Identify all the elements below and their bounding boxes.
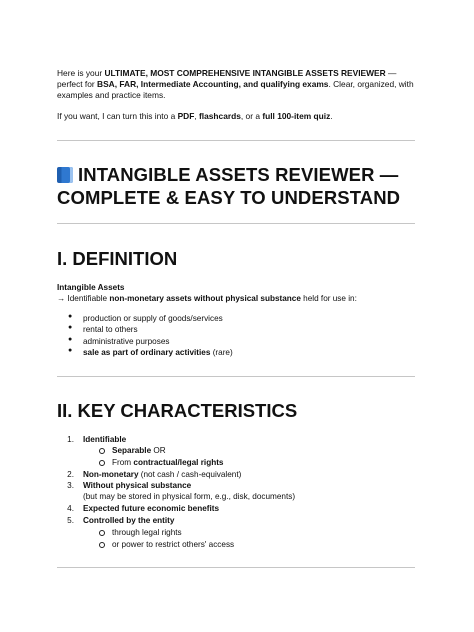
list-item bbox=[83, 480, 191, 491]
offer-pdf: PDF bbox=[177, 111, 195, 121]
list-item bbox=[83, 503, 219, 514]
bullet-icon: ● bbox=[68, 347, 73, 354]
list-item bbox=[83, 515, 174, 526]
divider bbox=[57, 567, 415, 568]
list-item bbox=[83, 469, 241, 480]
section-heading-characteristics: II. KEY CHARACTERISTICS bbox=[57, 400, 298, 421]
offer-flashcards: flashcards bbox=[198, 111, 241, 121]
sub-item-bold: Separable bbox=[112, 446, 152, 455]
offer-text: If you want, I can turn this into a bbox=[57, 111, 178, 121]
sub-list-item bbox=[112, 445, 166, 456]
intro-text: Here is your bbox=[57, 68, 105, 78]
title-line-1: INTANGIBLE ASSETS REVIEWER — bbox=[78, 164, 399, 185]
sub-list-item: or power to restrict others' access bbox=[112, 540, 235, 549]
list-item-note: (but may be stored in physical form, e.g., disk, documents) bbox=[83, 492, 296, 501]
list-item-note: (rare) bbox=[210, 348, 233, 357]
sub-list-item bbox=[112, 457, 223, 468]
definition-description bbox=[57, 293, 427, 304]
list-item: production or supply of goods/services bbox=[83, 314, 223, 323]
list-item-bold: Without physical substance bbox=[83, 481, 192, 490]
intro-bold-title: ULTIMATE, MOST COMPREHENSIVE INTANGIBLE ASSETS REVIEWER bbox=[104, 68, 386, 78]
sub-item-text: OR bbox=[151, 446, 166, 455]
offer-text: . bbox=[330, 111, 333, 121]
circle-bullet-icon bbox=[99, 542, 105, 548]
list-item: administrative purposes bbox=[83, 337, 170, 346]
intro-paragraph bbox=[57, 68, 417, 101]
bullet-icon: ● bbox=[68, 336, 73, 343]
list-number: 2. bbox=[67, 470, 74, 479]
list-number: 4. bbox=[67, 504, 74, 513]
intro-text: . Clear, organized, with examples and practice items. bbox=[57, 79, 414, 100]
circle-bullet-icon bbox=[99, 460, 105, 466]
bullet-icon: ● bbox=[68, 324, 73, 331]
offer-text: , or a bbox=[240, 111, 263, 121]
list-number: 5. bbox=[67, 516, 74, 525]
list-number: 3. bbox=[67, 481, 74, 490]
term-label: Intangible Assets bbox=[57, 283, 125, 292]
divider bbox=[57, 140, 415, 141]
list-item-text: (not cash / cash-equivalent) bbox=[138, 470, 242, 479]
arrow-icon: → bbox=[57, 294, 66, 303]
offer-text: , bbox=[194, 111, 199, 121]
definition-bold: non-monetary assets without physical substance bbox=[109, 294, 301, 303]
document-title bbox=[57, 163, 417, 209]
definition-text: held for use in: bbox=[300, 294, 357, 303]
list-item-bold: Expected future economic benefits bbox=[83, 504, 220, 513]
sub-item-text: From bbox=[112, 458, 134, 467]
list-item bbox=[83, 434, 126, 445]
sub-list-item: through legal rights bbox=[112, 528, 182, 537]
list-number: 1. bbox=[67, 435, 74, 444]
list-item: rental to others bbox=[83, 325, 138, 334]
offer-quiz: full 100-item quiz bbox=[262, 111, 331, 121]
title-line-2: COMPLETE & EASY TO UNDERSTAND bbox=[57, 187, 401, 208]
offer-paragraph bbox=[57, 111, 417, 122]
list-item-bold: Controlled by the entity bbox=[83, 516, 175, 525]
circle-bullet-icon bbox=[99, 448, 105, 454]
circle-bullet-icon bbox=[99, 530, 105, 536]
intro-bold-exams: BSA, FAR, Intermediate Accounting, and qualifying exams bbox=[97, 79, 329, 89]
definition-term bbox=[57, 282, 125, 293]
divider bbox=[57, 376, 415, 377]
blue-book-icon bbox=[57, 167, 73, 183]
list-item-bold: Non-monetary bbox=[83, 470, 139, 479]
section-heading-definition: I. DEFINITION bbox=[57, 248, 178, 269]
list-item bbox=[83, 347, 233, 358]
intro-text: — perfect for bbox=[57, 68, 397, 89]
definition-text: Identifiable bbox=[65, 294, 110, 303]
sub-item-bold: contractual/legal rights bbox=[133, 458, 224, 467]
divider bbox=[57, 223, 415, 224]
bullet-icon: ● bbox=[68, 313, 73, 320]
list-item-bold: Identifiable bbox=[83, 435, 127, 444]
list-item-bold: sale as part of ordinary activities bbox=[83, 348, 211, 357]
